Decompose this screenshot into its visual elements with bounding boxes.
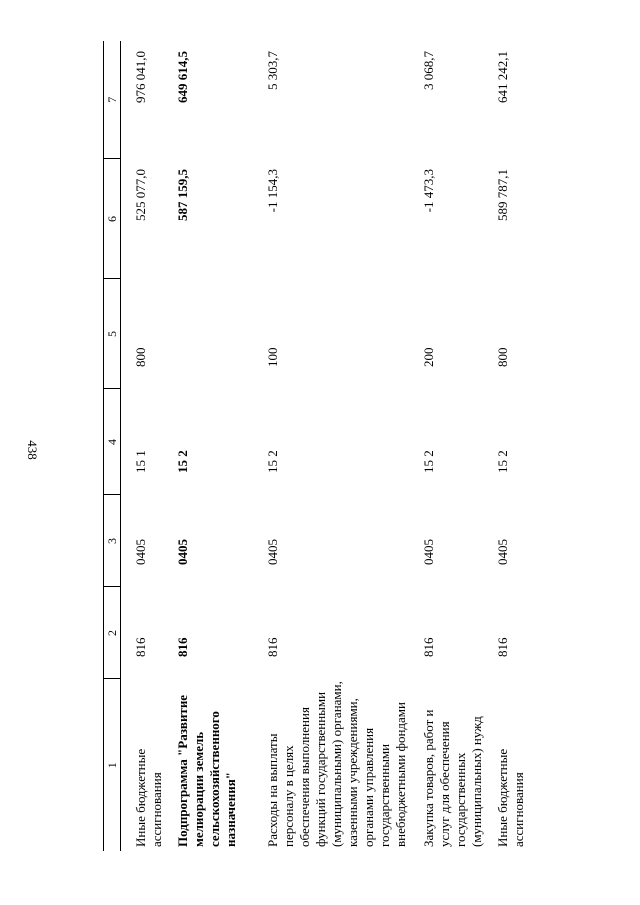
column-header: 6 (104, 159, 121, 279)
page-number: 438 (25, 440, 40, 460)
table-row (495, 41, 527, 851)
section-code: 0405 (133, 539, 148, 565)
column-header: 7 (104, 41, 121, 159)
amount-col6: 525 077,0 (133, 169, 148, 221)
rotated-table-container (103, 41, 526, 851)
expense-type-code: 100 (265, 347, 280, 367)
ministry-code: 816 (133, 637, 148, 657)
ministry-code: 816 (495, 637, 510, 657)
amount-col7: 5 303,7 (265, 51, 280, 90)
table-row (265, 41, 421, 851)
target-code: 15 2 (495, 450, 510, 473)
table-row (421, 41, 495, 851)
target-code: 15 2 (421, 450, 436, 473)
amount-col6: -1 473,3 (421, 169, 436, 213)
amount-col6: 589 787,1 (495, 169, 510, 221)
target-code: 15 2 (265, 450, 280, 473)
column-header: 4 (104, 389, 121, 495)
column-header: 5 (104, 279, 121, 389)
amount-col6: 587 159,5 (175, 169, 190, 221)
row-label: Иные бюджетные ассигнования (495, 748, 526, 847)
section-code: 0405 (265, 539, 280, 565)
row-label: Закупка товаров, работ и услуг для обеспечения государственных (муниципальных) нужд (421, 709, 484, 847)
ministry-code: 816 (265, 637, 280, 657)
amount-col7: 976 041,0 (133, 51, 148, 103)
row-label: Расходы на выплаты персоналу в целях обеспечения выполнения функций государственными (муниципальными) органами, казенными учреждениями, органами управления государственными внебюджетными фондами (265, 681, 408, 847)
section-code: 0405 (175, 539, 190, 565)
expense-type-code: 800 (133, 347, 148, 367)
amount-col7: 649 614,5 (175, 51, 190, 103)
target-code: 15 2 (175, 450, 190, 473)
table-row (175, 41, 265, 851)
expense-type-code: 200 (421, 347, 436, 367)
row-label: Иные бюджетные ассигнования (133, 748, 164, 847)
ministry-code: 816 (175, 637, 190, 657)
column-header: 3 (104, 495, 121, 587)
column-header: 1 (104, 679, 121, 851)
budget-table (103, 41, 527, 851)
section-code: 0405 (421, 539, 436, 565)
amount-col7: 3 068,7 (421, 51, 436, 90)
amount-col6: -1 154,3 (265, 169, 280, 213)
table-row (121, 41, 176, 851)
row-label: Подпрограмма "Развитие мелиорации земель сельскохозяйственного назначения" (175, 694, 238, 847)
column-header: 2 (104, 587, 121, 679)
expense-type-code (175, 279, 265, 389)
header-row (104, 41, 121, 851)
section-code: 0405 (495, 539, 510, 565)
ministry-code: 816 (421, 637, 436, 657)
amount-col7: 641 242,1 (495, 51, 510, 103)
target-code: 15 1 (133, 450, 148, 473)
expense-type-code: 800 (495, 347, 510, 367)
